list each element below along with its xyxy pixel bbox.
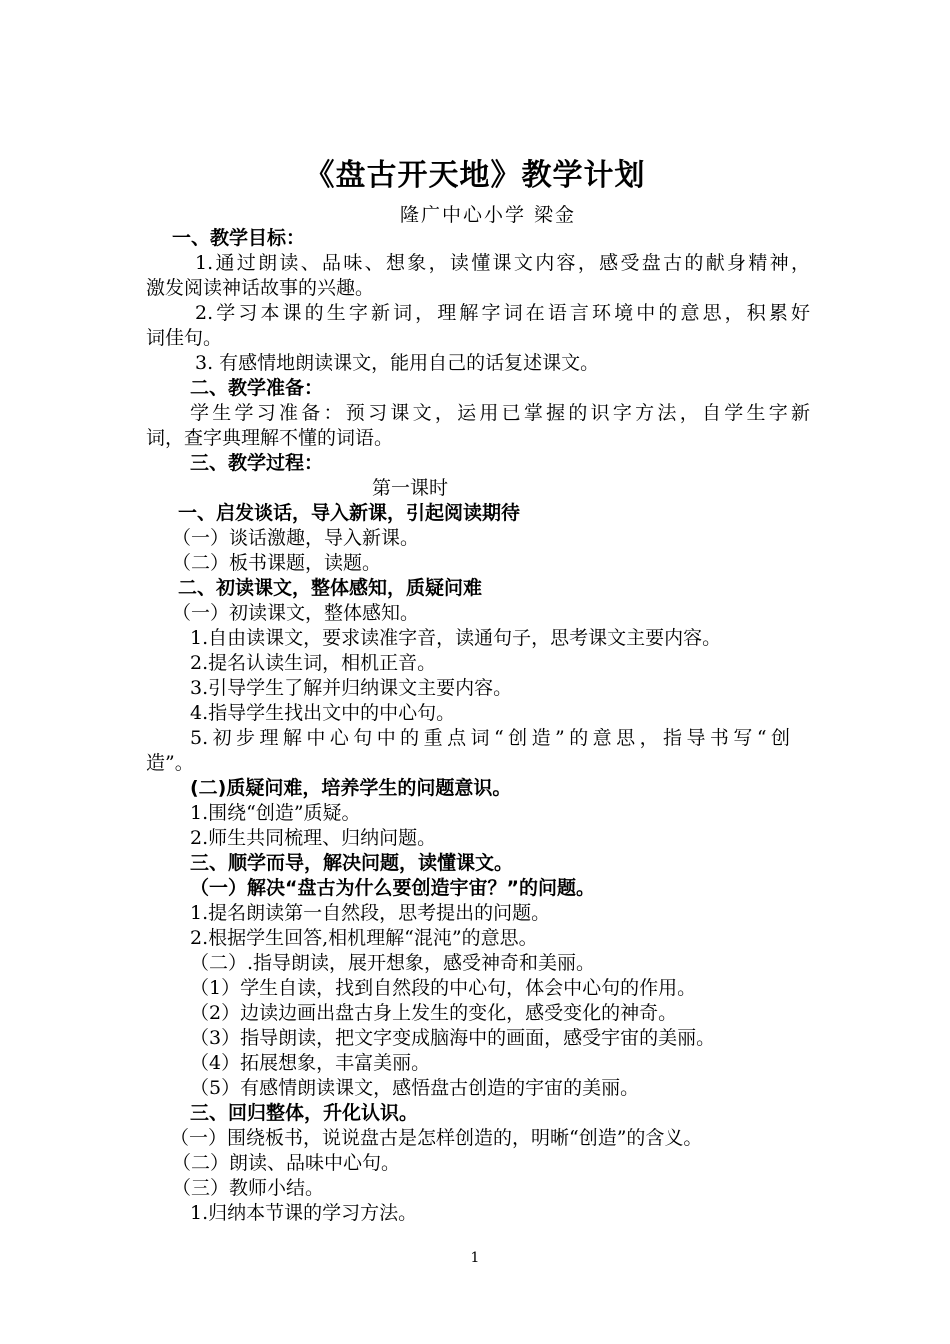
paragraph-line: 1.自由读课文，要求读准字音，读通句子，思考课文主要内容。: [190, 627, 722, 649]
paragraph-line: 2.学习本课的生字新词，理解字词在语言环境中的意思，积累好: [195, 302, 810, 324]
paragraph-line: 3. 有感情地朗读课文，能用自己的话复述课文。: [195, 352, 600, 374]
paragraph-line: （一）围绕板书，说说盘古是怎样创造的，明晰“创造”的含义。: [170, 1127, 703, 1149]
paragraph-line: 3.引导学生了解并归纳课文主要内容。: [190, 677, 513, 699]
section-heading: （一）解决“盘古为什么要创造宇宙？”的问题。: [190, 877, 595, 899]
section-heading: 二、初读课文，整体感知，质疑问难: [178, 577, 483, 599]
paragraph-line: （3）指导朗读，把文字变成脑海中的画面，感受宇宙的美丽。: [190, 1027, 716, 1049]
paragraph-line: （2）边读边画出盘古身上发生的变化，感受变化的神奇。: [190, 1002, 678, 1024]
paragraph-line: （二）板书课题，读题。: [172, 552, 382, 574]
paragraph-line: 词佳句。: [146, 327, 223, 349]
document-title: 《盘古开天地》教学计划: [304, 158, 646, 193]
paragraph-line: 2.提名认读生词，相机正音。: [190, 652, 437, 674]
paragraph-line: （二）朗读、品味中心句。: [172, 1152, 401, 1174]
section-heading: 三、回归整体，升化认识。: [190, 1102, 419, 1124]
paragraph-line: 1.提名朗读第一自然段，思考提出的问题。: [190, 902, 551, 924]
paragraph-line: 1.通过朗读、品味、想象，读懂课文内容，感受盘古的献身精神，: [195, 252, 810, 274]
section-heading: 三、教学过程：: [190, 452, 324, 474]
author-line: 隆广中心小学 梁金: [400, 204, 577, 226]
paragraph-line: （4）拓展想象，丰富美丽。: [190, 1052, 431, 1074]
paragraph-line: 词，查字典理解不懂的词语。: [146, 427, 394, 449]
paragraph-line: 1.围绕“创造”质疑。: [190, 802, 361, 824]
paragraph-line: （一）谈话激趣，导入新课。: [172, 527, 420, 549]
section-heading: 一、启发谈话，导入新课，引起阅读期待: [178, 502, 521, 524]
paragraph-line: 5.初步理解中心句中的重点词“创造”的意思，指导书写“创: [190, 727, 790, 749]
paragraph-line: （5）有感情朗读课文，感悟盘古创造的宇宙的美丽。: [190, 1077, 640, 1099]
section-heading: 三、顺学而导，解决问题，读懂课文。: [190, 852, 514, 874]
paragraph-line: （1）学生自读，找到自然段的中心句，体会中心句的作用。: [190, 977, 697, 999]
paragraph-line: 造”。: [146, 752, 194, 774]
paragraph-line: 2.师生共同梳理、归纳问题。: [190, 827, 437, 849]
paragraph-line: （二）.指导朗读，展开想象，感受神奇和美丽。: [190, 952, 596, 974]
paragraph-line: （一）初读课文，整体感知。: [172, 602, 420, 624]
section-heading: 二、教学准备：: [190, 377, 324, 399]
section-heading: (二)质疑问难，培养学生的问题意识。: [190, 777, 512, 799]
lesson-label: 第一课时: [372, 477, 449, 499]
section-heading: 一、教学目标：: [172, 227, 306, 249]
paragraph-line: 1.归纳本节课的学习方法。: [190, 1202, 418, 1224]
page-number: 1: [470, 1250, 480, 1266]
paragraph-line: （三）教师小结。: [172, 1177, 325, 1199]
paragraph-line: 4.指导学生找出文中的中心句。: [190, 702, 456, 724]
paragraph-line: 学生学习准备：预习课文，运用已掌握的识字方法，自学生字新: [190, 402, 810, 424]
paragraph-line: 激发阅读神话故事的兴趣。: [146, 277, 375, 299]
paragraph-line: 2.根据学生回答,相机理解“混沌”的意思。: [190, 927, 538, 949]
